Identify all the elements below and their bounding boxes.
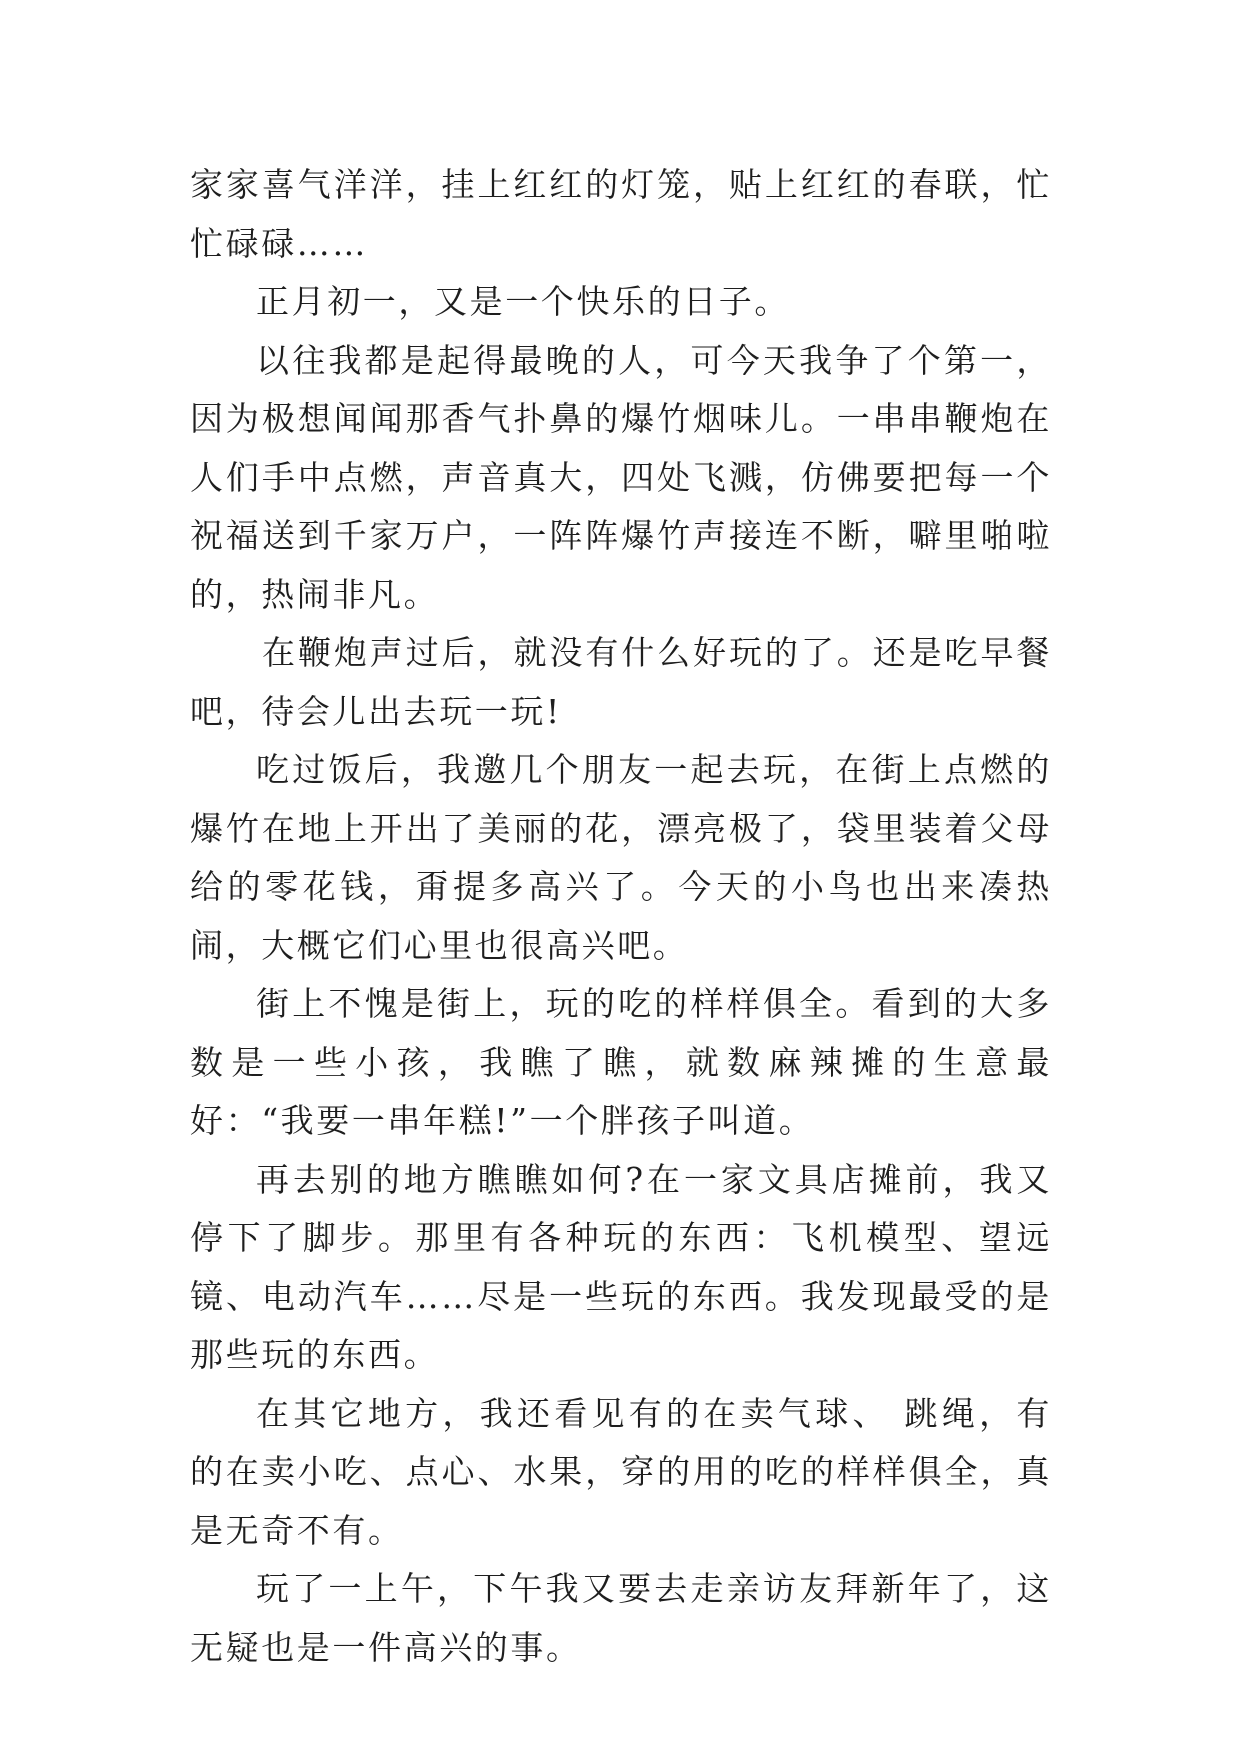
paragraph-9: 玩了一上午，下午我又要去走亲访友拜新年了，这无疑也是一件高兴的事。 xyxy=(190,1569,1052,1667)
paragraph-1: 家家喜气洋洋，挂上红红的灯笼，贴上红红的春联，忙忙碌碌…… xyxy=(190,165,1052,263)
paragraph-5: 吃过饭后，我邀几个朋友一起去玩，在街上点燃的爆竹在地上开出了美丽的花，漂亮极了，袋里装着父母给的零花钱，甭提多高兴了。今天的小鸟也出来凑热闹，大概它们心里也很高兴吧。 xyxy=(190,750,1052,965)
paragraph-2: 正月初一，又是一个快乐的日子。 xyxy=(256,282,790,321)
paragraph-3: 以往我都是起得最晚的人，可今天我争了个第一，因为极想闻闻那香气扑鼻的爆竹烟味儿。一串串鞭炮在人们手中点燃，声音真大，四处飞溅，仿佛要把每一个祝福送到千家万户，一阵阵爆竹声接连不断，噼里啪啦的，热闹非凡。 xyxy=(190,340,1052,614)
paragraph-4: 在鞭炮声过后，就没有什么好玩的了。还是吃早餐吧，待会儿出去玩一玩! xyxy=(190,633,1052,731)
paragraph-6: 街上不愧是街上，玩的吃的样样俱全。看到的大多数是一些小孩，我瞧了瞧，就数麻辣摊的生意最好：“我要一串年糕!”一个胖孩子叫道。 xyxy=(190,984,1052,1140)
paragraph-8: 在其它地方，我还看见有的在卖气球、 跳绳，有的在卖小吃、点心、水果，穿的用的吃的样样俱全，真是无奇不有。 xyxy=(190,1393,1052,1550)
paragraph-7: 再去别的地方瞧瞧如何?在一家文具店摊前，我又停下了脚步。那里有各种玩的东西：飞机模型、望远镜、电动汽车……尽是一些玩的东西。我发现最受的是那些玩的东西。 xyxy=(190,1159,1052,1374)
document-body xyxy=(190,156,1052,1677)
